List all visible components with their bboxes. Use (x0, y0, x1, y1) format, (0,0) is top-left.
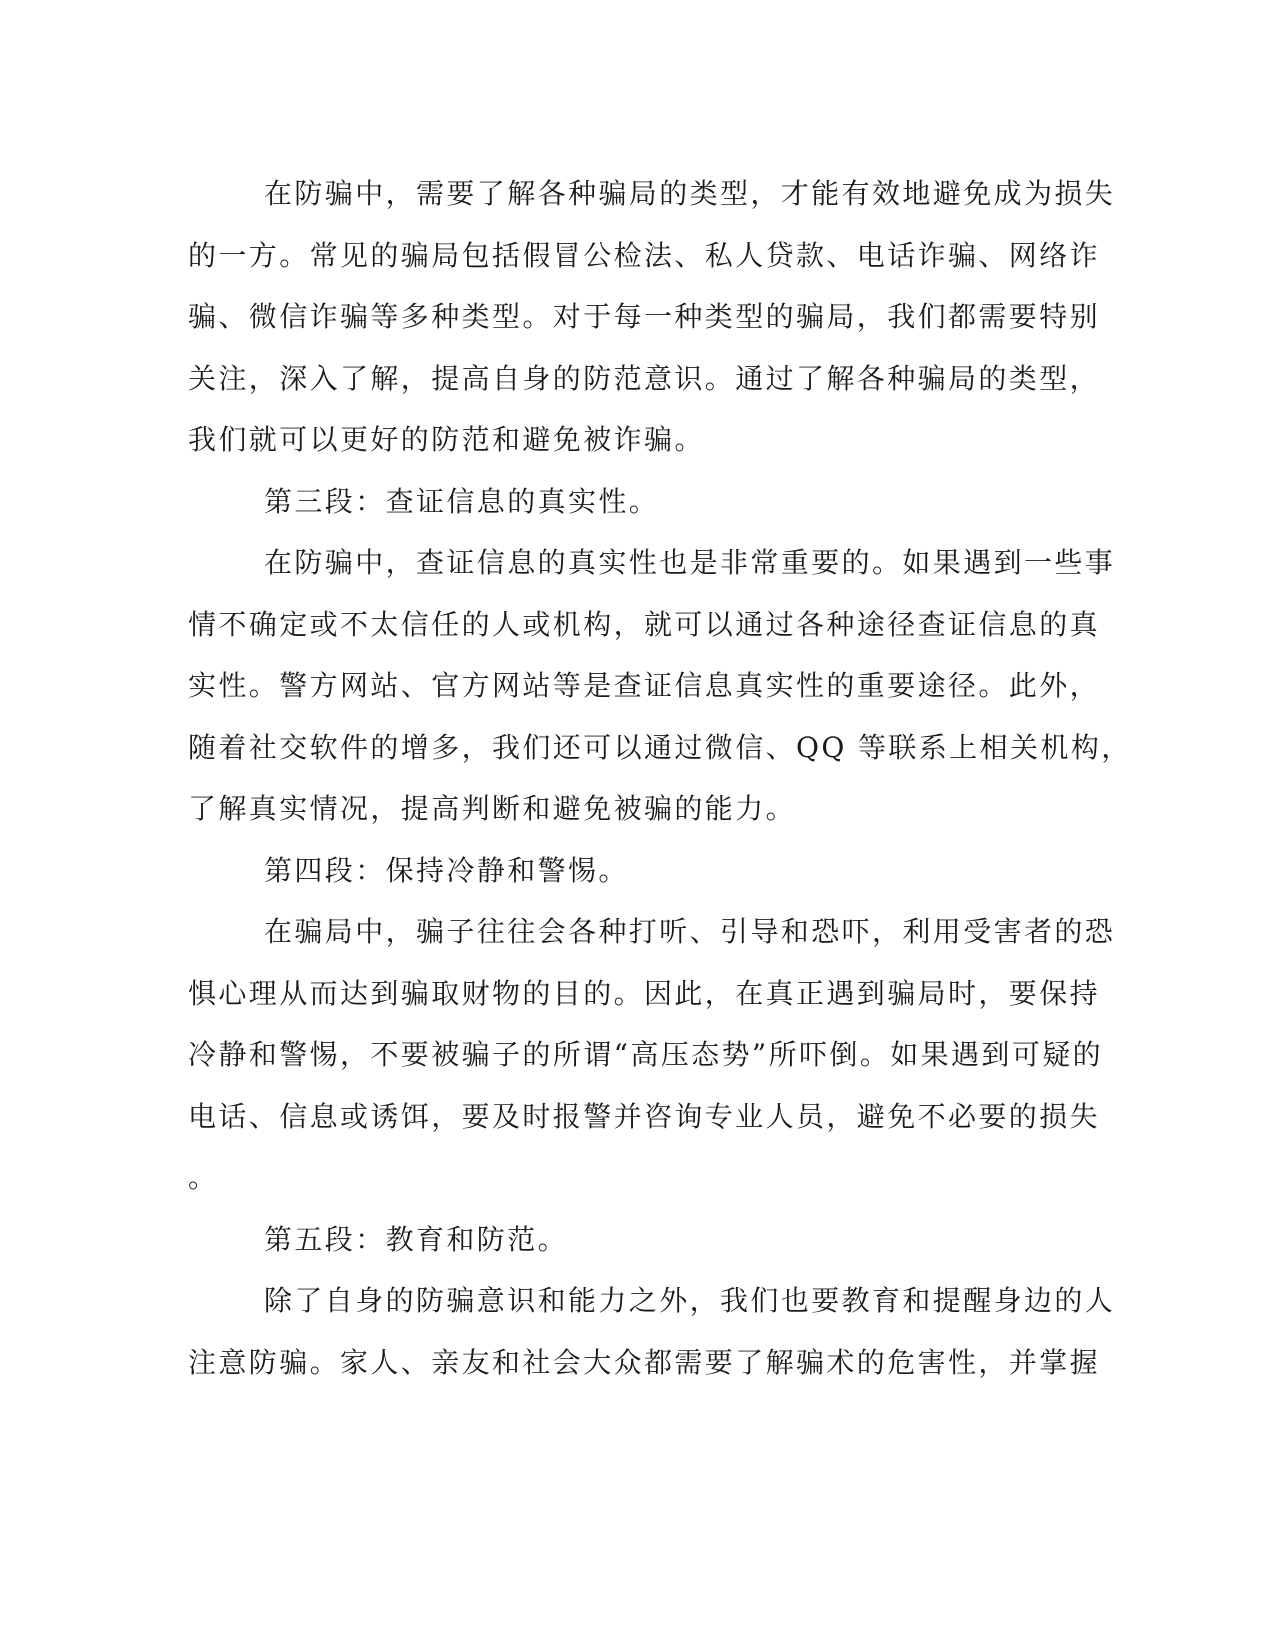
paragraph-line: 骗、微信诈骗等多种类型。对于每一种类型的骗局，我们都需要特别 (188, 300, 1101, 333)
paragraph-line: 。 (188, 1161, 219, 1194)
section-heading: 第三段：查证信息的真实性。 (264, 484, 660, 518)
paragraph-line: 实性。警方网站、官方网站等是查证信息真实性的重要途径。此外， (188, 669, 1101, 702)
paragraph-line: 在骗局中，骗子往往会各种打听、引导和恐吓，利用受害者的恐 (264, 915, 1116, 948)
document-body (188, 163, 1132, 1393)
section-heading: 第四段：保持冷静和警惕。 (264, 853, 629, 887)
paragraph-line: 随着社交软件的增多，我们还可以通过微信、QQ 等联系上相关机构， (188, 730, 1132, 764)
paragraph-line: 了解真实情况，提高判断和避免被骗的能力。 (188, 792, 797, 825)
paragraph-line: 冷静和警惕，不要被骗子的所谓“高压态势”所吓倒。如果遇到可疑的 (188, 1038, 1104, 1071)
paragraph-line: 情不确定或不太信任的人或机构，就可以通过各种途径查证信息的真 (188, 607, 1101, 641)
paragraph-line: 的一方。常见的骗局包括假冒公检法、私人贷款、电话诈骗、网络诈 (188, 238, 1101, 272)
paragraph-line: 除了自身的防骗意识和能力之外，我们也要教育和提醒身边的人 (264, 1284, 1116, 1317)
paragraph-line: 在防骗中，需要了解各种骗局的类型，才能有效地避免成为损失 (264, 177, 1116, 210)
paragraph-line: 注意防骗。家人、亲友和社会大众都需要了解骗术的危害性，并掌握 (188, 1345, 1101, 1379)
paragraph-line: 在防骗中，查证信息的真实性也是非常重要的。如果遇到一些事 (264, 546, 1116, 579)
paragraph-line: 我们就可以更好的防范和避免被诈骗。 (188, 423, 705, 456)
section-heading: 第五段：教育和防范。 (264, 1222, 569, 1256)
paragraph-line: 惧心理从而达到骗取财物的目的。因此，在真正遇到骗局时，要保持 (188, 976, 1101, 1010)
paragraph-line: 电话、信息或诱饵，要及时报警并咨询专业人员，避免不必要的损失 (188, 1099, 1101, 1133)
paragraph-line: 关注，深入了解，提高自身的防范意识。通过了解各种骗局的类型， (188, 361, 1101, 395)
